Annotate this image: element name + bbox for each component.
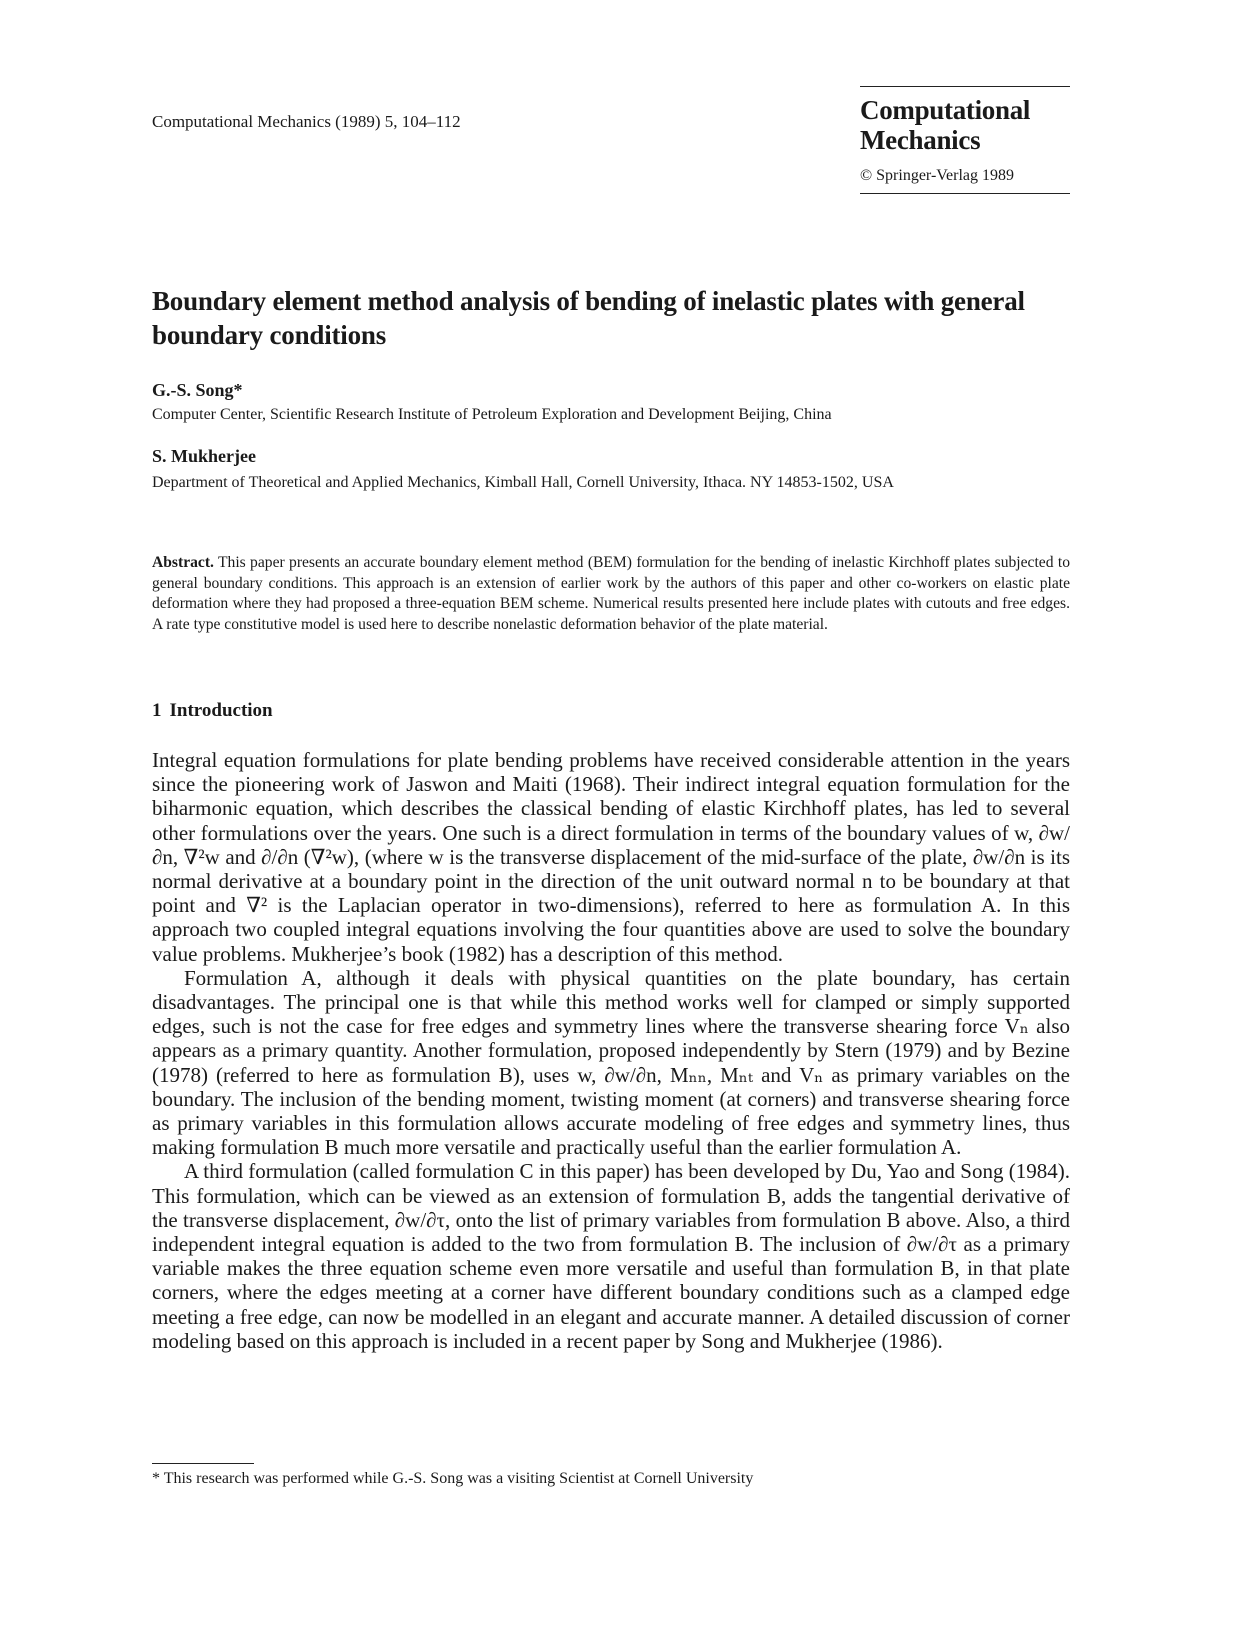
section-heading: [152, 700, 273, 722]
author-name: S. Mukherjee: [152, 446, 256, 466]
section-title: Introduction: [169, 700, 273, 721]
section-number: 1: [152, 700, 162, 721]
journal-masthead: [860, 86, 1070, 194]
footnote-divider: [152, 1463, 254, 1464]
journal-name-line2: Mechanics: [860, 125, 981, 155]
paragraph: Integral equation formulations for plate bending problems have received considerable attention in the years since the pioneering work of Jaswon and Maiti (1968). Their indirect integral equation formulation for the biharmonic equation, which describes the classical bending of elastic Kirchhoff plates, has led to several other formulations over the years. One such is a direct formulation in terms of the boundary values of w, ∂w/∂n, ∇²w and ∂/∂n (∇²w), (where w is the transverse displacement of the mid-surface of the plate, ∂w/∂n is its normal derivative at a boundary point in the direction of the unit outward normal n to be boundary at that point and ∇² is the Laplacian operator in two-dimensions), referred to here as formulation A. In this approach two coupled integral equations involving the four quantities above are used to solve the boundary value problems. Mukherjee’s book (1982) has a description of this method.: [152, 748, 1070, 966]
paragraph: Formulation A, although it deals with physical quantities on the plate boundary, has certain disadvantages. The principal one is that while this method works well for clamped or simply supported edges, such is not the case for free edges and symmetry lines where the transverse shearing force Vₙ also appears as a primary quantity. Another formulation, proposed independently by Stern (1979) and by Bezine (1978) (referred to here as formulation B), uses w, ∂w/∂n, Mₙₙ, Mₙₜ and Vₙ as primary variables on the boundary. The inclusion of the bending moment, twisting moment (at corners) and transverse shearing force as primary variables in this formulation allows accurate modeling of free edges and symmetry lines, thus making formulation B much more versatile and practically useful than the earlier formulation A.: [152, 965, 1070, 1160]
author-affiliation: Computer Center, Scientific Research Institute of Petroleum Exploration and Development Beijing, China: [152, 406, 832, 423]
abstract-label: Abstract.: [152, 554, 214, 571]
masthead-rule-top: [860, 86, 1070, 87]
section-body: [152, 748, 1070, 1353]
journal-name: [860, 95, 1070, 155]
paper-title: Boundary element method analysis of bending of inelastic plates with general boundary conditions: [152, 286, 1025, 350]
masthead-rule-bottom: [860, 193, 1070, 194]
journal-name-line1: Computational: [860, 95, 1031, 125]
abstract-text: This paper presents an accurate boundary element method (BEM) formulation for the bending of inelastic Kirchhoff plates subjected to general boundary conditions. This approach is an extension of earlier work by the authors of this paper and other co-workers on elastic plate deformation where they had proposed a three-equation BEM scheme. Numerical results presented here include plates with cutouts and free edges. A rate type constitutive model is used here to describe nonelastic deformation behavior of the plate material.: [152, 554, 1070, 633]
running-head: Computational Mechanics (1989) 5, 104–112: [152, 112, 461, 131]
author-name: G.-S. Song*: [152, 380, 243, 400]
copyright-notice: © Springer-Verlag 1989: [860, 167, 1015, 184]
paragraph: A third formulation (called formulation C in this paper) has been developed by Du, Yao and Song (1984). This formulation, which can be viewed as an extension of formulation B, adds the tangential derivative of the transverse displacement, ∂w/∂τ, onto the list of primary variables from formulation B above. Also, a third independent integral equation is added to the two from formulation B. The inclusion of ∂w/∂τ as a primary variable makes the three equation scheme even more versatile and useful than formulation B, in that plate corners, where the edges meeting at a corner have different boundary conditions such as a clamped edge meeting a free edge, can now be modelled in an elegant and accurate manner. A detailed discussion of corner modeling based on this approach is included in a recent paper by Song and Mukherjee (1986).: [152, 1159, 1070, 1353]
author-affiliation: Department of Theoretical and Applied Mechanics, Kimball Hall, Cornell University, Ithaca. NY 14853-1502, USA: [152, 474, 894, 491]
abstract: [152, 553, 1070, 635]
footnote: * This research was performed while G.-S. Song was a visiting Scientist at Cornell University: [152, 1470, 754, 1487]
